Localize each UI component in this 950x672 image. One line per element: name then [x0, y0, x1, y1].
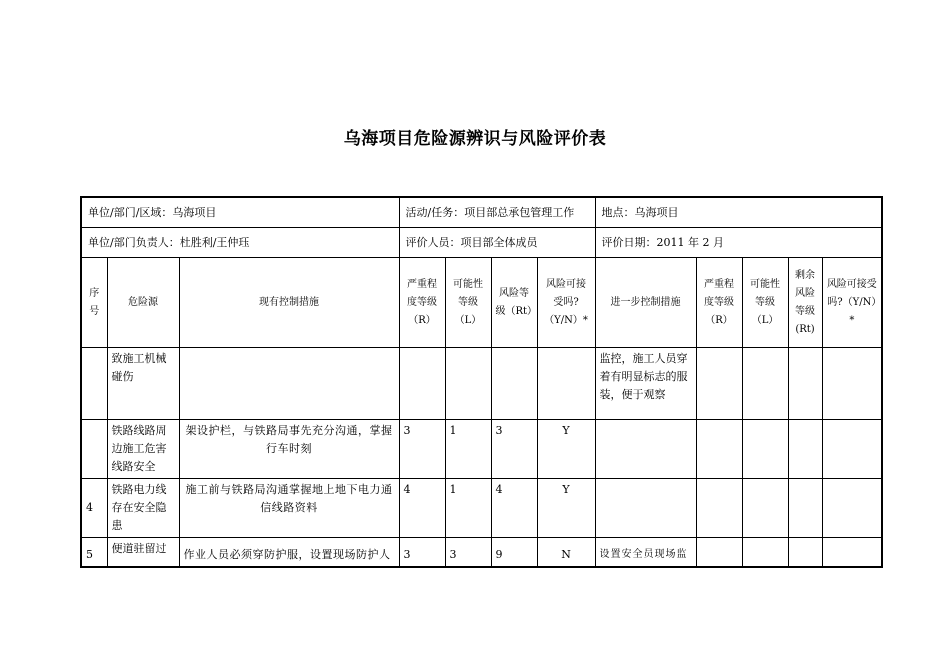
- row-likelihood: 1: [445, 420, 491, 479]
- row-acceptable: [537, 348, 595, 420]
- row-likelihood-2: [742, 479, 788, 538]
- row-acceptable: Y: [537, 420, 595, 479]
- row-hazard: 便道驻留过: [107, 538, 179, 568]
- header-likelihood: 可能性等级（L）: [445, 258, 491, 348]
- row-risk-level: [491, 348, 537, 420]
- info-row-2: [81, 228, 882, 258]
- header-severity: 严重程度等级（R）: [399, 258, 445, 348]
- row-seq: [81, 348, 107, 420]
- row-residual-risk: [788, 538, 822, 568]
- document-title: 乌海项目危险源辨识与风险评价表: [343, 129, 607, 149]
- eval-date-cell: 评价日期：2011 年 2 月: [595, 228, 882, 258]
- row-further-controls: 设置安全员现场监: [595, 538, 696, 568]
- header-hazard: 危险源: [107, 258, 179, 348]
- row-hazard: 铁路线路周边施工危害线路安全: [107, 420, 179, 479]
- header-seq: 序号: [81, 258, 107, 348]
- table-row: [81, 538, 882, 568]
- row-likelihood-2: [742, 420, 788, 479]
- header-risk-level: 风险等级（Rt）: [491, 258, 537, 348]
- header-controls: 现有控制措施: [179, 258, 399, 348]
- row-acceptable: Y: [537, 479, 595, 538]
- row-severity: 3: [399, 538, 445, 568]
- row-likelihood-2: [742, 538, 788, 568]
- row-likelihood: 3: [445, 538, 491, 568]
- table-row: [81, 348, 882, 420]
- row-severity: 3: [399, 420, 445, 479]
- info-row-1: [81, 197, 882, 228]
- header-acceptable: 风险可接受吗?（Y/N）*: [537, 258, 595, 348]
- header-residual-risk: 剩余风险等级(Rt): [788, 258, 822, 348]
- header-severity-2: 严重程度等级（R）: [696, 258, 742, 348]
- row-risk-level: 9: [491, 538, 537, 568]
- row-hazard: 铁路电力线存在安全隐患: [107, 479, 179, 538]
- row-severity: 4: [399, 479, 445, 538]
- row-controls: 架设护栏，与铁路局事先充分沟通，掌握行车时刻: [179, 420, 399, 479]
- row-acceptable-2: [822, 420, 882, 479]
- column-header-row: [81, 258, 882, 348]
- table-row: [81, 479, 882, 538]
- header-likelihood-2: 可能性等级（L）: [742, 258, 788, 348]
- row-risk-level: 4: [491, 479, 537, 538]
- row-further-controls: [595, 479, 696, 538]
- row-seq: 4: [81, 479, 107, 538]
- unit-area-cell: 单位/部门/区域：乌海项目: [81, 197, 399, 228]
- row-further-controls: [595, 420, 696, 479]
- row-seq: 5: [81, 538, 107, 568]
- row-seq: [81, 420, 107, 479]
- row-controls: 作业人员必须穿防护服，设置现场防护人: [179, 538, 399, 568]
- row-acceptable-2: [822, 479, 882, 538]
- row-risk-level: 3: [491, 420, 537, 479]
- row-residual-risk: [788, 420, 822, 479]
- activity-cell: 活动/任务：项目部总承包管理工作: [399, 197, 595, 228]
- header-further-controls: 进一步控制措施: [595, 258, 696, 348]
- row-severity: [399, 348, 445, 420]
- row-controls: [179, 348, 399, 420]
- risk-assessment-table: [80, 196, 883, 568]
- row-severity-2: [696, 420, 742, 479]
- row-residual-risk: [788, 348, 822, 420]
- table-row: [81, 420, 882, 479]
- header-acceptable-2: 风险可接受吗?（Y/N）*: [822, 258, 882, 348]
- row-residual-risk: [788, 479, 822, 538]
- row-severity-2: [696, 479, 742, 538]
- evaluator-cell: 评价人员：项目部全体成员: [399, 228, 595, 258]
- row-further-controls: 监控，施工人员穿着有明显标志的服装，便于观察: [595, 348, 696, 420]
- row-severity-2: [696, 538, 742, 568]
- row-acceptable: N: [537, 538, 595, 568]
- row-acceptable-2: [822, 348, 882, 420]
- location-cell: 地点：乌海项目: [595, 197, 882, 228]
- row-controls: 施工前与铁路局沟通掌握地上地下电力通信线路资料: [179, 479, 399, 538]
- row-hazard: 致施工机械碰伤: [107, 348, 179, 420]
- row-acceptable-2: [822, 538, 882, 568]
- unit-head-cell: 单位/部门负责人：杜胜利/王仲珏: [81, 228, 399, 258]
- row-likelihood: [445, 348, 491, 420]
- row-likelihood: 1: [445, 479, 491, 538]
- row-severity-2: [696, 348, 742, 420]
- row-likelihood-2: [742, 348, 788, 420]
